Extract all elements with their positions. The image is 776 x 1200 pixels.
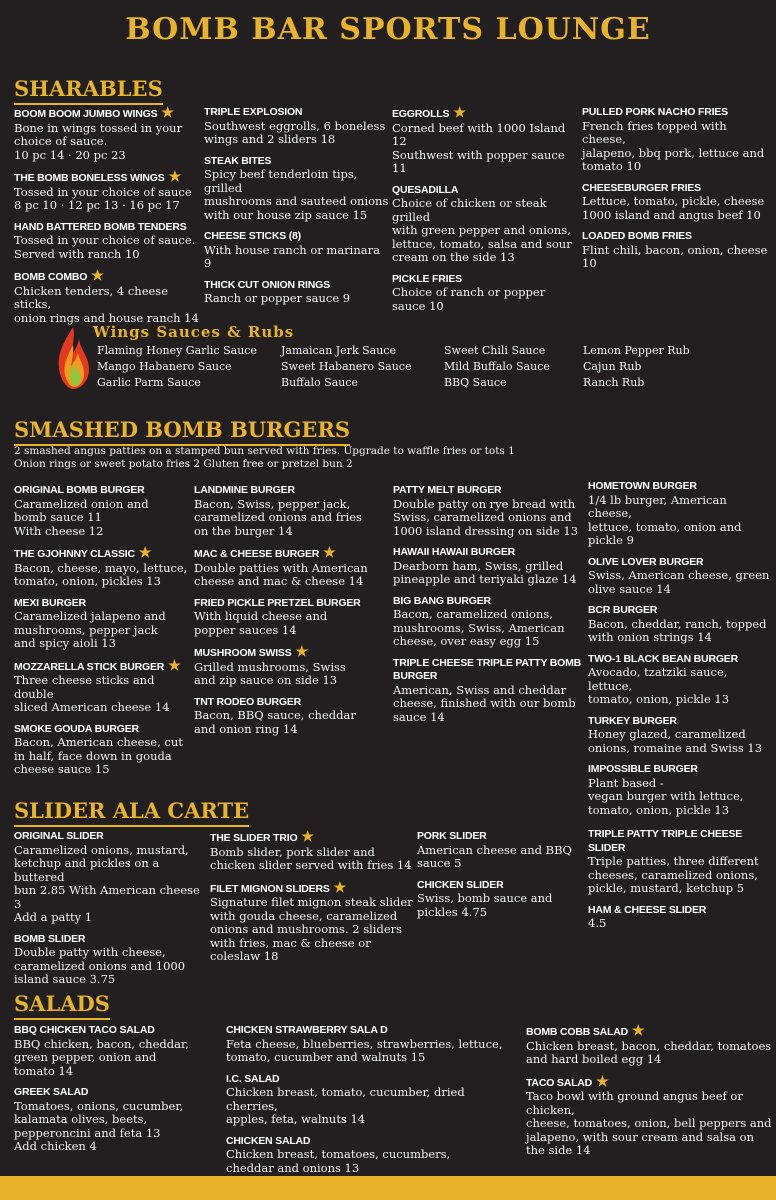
star-icon: ★ bbox=[453, 104, 466, 120]
menu-item-name-text: THE SLIDER TRIO bbox=[210, 832, 298, 844]
menu-item-description: Honey glazed, caramelized onions, romaine and Swiss 13 bbox=[588, 727, 763, 755]
menu-item bbox=[226, 1135, 516, 1176]
sauce-item: Mango Habanero Sauce bbox=[97, 360, 232, 373]
menu-item-description: Avocado, tzatziki sauce, lettuce, tomato, onion, pickle 13 bbox=[588, 665, 730, 706]
menu-item bbox=[582, 182, 772, 223]
menu-item bbox=[588, 763, 772, 817]
menu-item-description: Triple patties, three different cheeses, caramelized onions, pickle, mustard, ketchup 5 bbox=[588, 854, 759, 895]
menu-item-description: Tomatoes, onions, cucumber, kalamata olives, beets, pepperoncini and feta 13 Add chicken 4 bbox=[14, 1098, 184, 1153]
menu-item-name-text: TRIPLE PATTY TRIPLE CHEESE SLIDER bbox=[588, 828, 743, 854]
star-icon: ★ bbox=[333, 878, 347, 895]
menu-item bbox=[588, 480, 772, 548]
menu-item-name-text: CHEESE STICKS (8) bbox=[204, 230, 301, 242]
menu-item-description: With house ranch or marinara 9 bbox=[204, 242, 380, 270]
menu-item-name bbox=[194, 645, 388, 661]
menu-item-name bbox=[526, 1072, 772, 1091]
sharables-heading: SHARABLES bbox=[14, 76, 163, 105]
menu-item-description: Choice of ranch or popper sauce 10 bbox=[392, 285, 546, 313]
menu-item bbox=[14, 933, 206, 987]
menu-item-name bbox=[393, 484, 583, 498]
menu-item bbox=[588, 653, 772, 707]
menu-item-name-text: TNT RODEO BURGER bbox=[194, 695, 302, 708]
menu-item-description: Double patty on rye bread with Swiss, caramelized onions and 1000 island dressing on side 13 bbox=[393, 496, 579, 538]
menu-item-description: Caramelized onion and bomb sauce 11 With cheese 12 bbox=[14, 496, 149, 538]
menu-item-description: Flint chili, bacon, onion, cheese 10 bbox=[582, 242, 768, 270]
menu-item-name-text: CHICKEN SLIDER bbox=[417, 878, 504, 891]
menu-item-description: Grilled mushrooms, Swiss and zip sauce on side 13 bbox=[194, 659, 346, 687]
menu-item-description: Caramelized jalapeno and mushrooms, pepper jack and spicy aioli 13 bbox=[14, 609, 166, 650]
menu-item-name-text: ORIGINAL BOMB BURGER bbox=[14, 484, 145, 496]
menu-item-name bbox=[194, 546, 388, 562]
menu-item-name bbox=[588, 604, 772, 618]
menu-item bbox=[14, 170, 200, 213]
menu-item-name bbox=[582, 230, 772, 244]
menu-item-description: Corned beef with 1000 Island 12 Southwest with popper sauce 11 bbox=[392, 120, 566, 175]
menu-item bbox=[588, 556, 772, 597]
menu-item-name-text: FILET MIGNON SLIDERS bbox=[210, 882, 330, 895]
menu-item-name bbox=[204, 230, 390, 244]
star-icon: ★ bbox=[91, 267, 104, 283]
menu-item-name bbox=[588, 904, 772, 918]
menu-item-name-text: LOADED BOMB FRIES bbox=[582, 230, 692, 242]
menu-item bbox=[14, 484, 190, 538]
menu-item-description: Double patty with cheese, caramelized onions and 1000 island sauce 3.75 bbox=[14, 945, 186, 986]
sharables-column bbox=[392, 106, 580, 321]
menu-item-description: Southwest eggrolls, 6 boneless wings and 2 sliders 18 bbox=[204, 118, 386, 146]
menu-item-name-text: TACO SALAD bbox=[526, 1076, 593, 1089]
menu-item bbox=[393, 484, 583, 538]
menu-item bbox=[526, 1024, 772, 1067]
star-icon: ★ bbox=[596, 1072, 609, 1089]
menu-item-description: Chicken breast, bacon, cheddar, tomatoes and hard boiled egg 14 bbox=[526, 1038, 772, 1066]
menu-item-description: Bacon, caramelized onions, mushrooms, Swiss, American cheese, over easy egg 15 bbox=[393, 607, 565, 648]
menu-item-description: Double patties with American cheese and mac & cheese 14 bbox=[194, 560, 368, 588]
menu-item-description: Bacon, cheddar, ranch, topped with onion strings 14 bbox=[588, 616, 767, 644]
sauce-column bbox=[281, 343, 411, 391]
menu-item bbox=[14, 546, 190, 589]
burgers-column bbox=[14, 484, 190, 785]
menu-item-description: With liquid cheese and popper sauces 14 bbox=[194, 609, 328, 637]
menu-item-name bbox=[14, 106, 200, 122]
menu-item-description: Taco bowl with ground angus beef or chicken, cheese, tomatoes, onion, bell peppers and jalapeno, with sour cream and salsa on the side 14 bbox=[526, 1089, 772, 1157]
menu-item bbox=[14, 1024, 220, 1078]
menu-item-description: Swiss, bomb sauce and pickles 4.75 bbox=[417, 891, 553, 919]
menu-item bbox=[393, 546, 583, 587]
sauce-item: Buffalo Sauce bbox=[281, 376, 359, 389]
salads-column bbox=[226, 1024, 516, 1183]
menu-item-name-text: SMOKE GOUDA BURGER bbox=[14, 722, 139, 735]
menu-item bbox=[210, 878, 414, 964]
menu-item-description: Chicken breast, tomato, cucumber, dried cherries, apples, feta, walnuts 14 bbox=[226, 1085, 465, 1126]
menu-item bbox=[582, 106, 772, 174]
menu-item-description: Bacon, BBQ sauce, cheddar and onion ring 14 bbox=[194, 708, 356, 736]
menu-item-name bbox=[392, 184, 580, 198]
menu-item-description: Lettuce, tomato, pickle, cheese 1000 island and angus beef 10 bbox=[582, 194, 765, 222]
salads-column bbox=[526, 1024, 772, 1166]
menu-item bbox=[14, 221, 200, 262]
menu-item-name bbox=[14, 269, 200, 285]
menu-item-name-text: IMPOSSIBLE BURGER bbox=[588, 763, 698, 775]
menu-item bbox=[194, 696, 388, 737]
sauce-item: Cajun Rub bbox=[583, 360, 642, 373]
menu-item bbox=[417, 830, 583, 871]
menu-item-name bbox=[14, 723, 190, 737]
flame-icon bbox=[55, 325, 91, 391]
menu-item bbox=[393, 657, 583, 725]
menu-item-name bbox=[588, 828, 772, 855]
menu-item-name-text: BOMB SLIDER bbox=[14, 932, 86, 945]
menu-item-description: Swiss, American cheese, green olive sauce 14 bbox=[588, 568, 770, 596]
footer-bar bbox=[0, 1176, 776, 1200]
menu-item-name bbox=[582, 106, 772, 120]
menu-item-name-text: TURKEY BURGER bbox=[588, 714, 677, 727]
menu-item-name-text: TRIPLE CHEESE TRIPLE PATTY BOMB BURGER bbox=[393, 656, 582, 682]
menu-item-name bbox=[204, 155, 390, 169]
sauce-item: Garlic Parm Sauce bbox=[97, 376, 201, 389]
sauce-item: Jamaican Jerk Sauce bbox=[281, 344, 396, 357]
menu-item-name-text: STEAK BITES bbox=[204, 154, 272, 167]
menu-item bbox=[588, 828, 772, 896]
salads-heading: SALADS bbox=[14, 991, 110, 1020]
menu-item-name bbox=[204, 106, 390, 120]
menu-item-name bbox=[417, 830, 583, 844]
menu-item-name bbox=[226, 1135, 516, 1149]
menu-item bbox=[226, 1024, 516, 1065]
menu-item-name-text: FRIED PICKLE PRETZEL BURGER bbox=[194, 596, 361, 609]
menu-item-name bbox=[392, 106, 580, 122]
menu-item-description: Caramelized onions, mustard, ketchup and pickles on a buttered bun 2.85 With American cheese 3 Add a patty 1 bbox=[14, 842, 200, 924]
burgers-heading: SMASHED BOMB BURGERS bbox=[14, 417, 350, 446]
burgers-column bbox=[588, 480, 772, 825]
menu-item-name bbox=[588, 763, 772, 777]
menu-item-name-text: CHICKEN SALAD bbox=[226, 1134, 311, 1147]
menu-item-name bbox=[393, 546, 583, 560]
menu-item-name bbox=[14, 933, 206, 947]
menu-item-name bbox=[393, 657, 583, 684]
menu-item-name-text: I.C. SALAD bbox=[226, 1072, 280, 1085]
menu-item-description: Chicken tenders, 4 cheese sticks, onion rings and house ranch 14 bbox=[14, 283, 199, 325]
menu-item bbox=[588, 715, 772, 756]
menu-item-name bbox=[393, 595, 583, 609]
menu-item-description: Tossed in your choice of sauce 8 pc 10 · 12 pc 13 · 16 pc 17 bbox=[14, 184, 192, 212]
sauce-item: Lemon Pepper Rub bbox=[583, 344, 690, 357]
menu-item-name-text: ORIGINAL SLIDER bbox=[14, 830, 104, 842]
menu-item bbox=[194, 645, 388, 688]
menu-item-name bbox=[194, 484, 388, 498]
menu-item-name-text: PULLED PORK NACHO FRIES bbox=[582, 106, 728, 118]
menu-item bbox=[392, 273, 580, 314]
menu-item-name-text: HAND BATTERED BOMB TENDERS bbox=[14, 220, 187, 233]
menu-item-name-text: THE GJOHNNY CLASSIC bbox=[14, 548, 135, 560]
menu-item-name bbox=[526, 1024, 772, 1040]
menu-item-name bbox=[14, 170, 200, 186]
menu-item-name bbox=[210, 830, 414, 846]
menu-item-name bbox=[588, 715, 772, 729]
menu-item-name-text: MEXI BURGER bbox=[14, 596, 86, 609]
menu-item-name bbox=[14, 1024, 220, 1038]
menu-item bbox=[526, 1072, 772, 1158]
menu-item-name-text: OLIVE LOVER BURGER bbox=[588, 555, 704, 568]
sauce-item: Sweet Habanero Sauce bbox=[281, 360, 412, 373]
star-icon: ★ bbox=[168, 656, 181, 673]
menu-item-name-text: PICKLE FRIES bbox=[392, 272, 462, 285]
menu-item-name bbox=[14, 597, 190, 611]
menu-item bbox=[417, 879, 583, 920]
star-icon: ★ bbox=[168, 168, 181, 184]
menu-item-description: Signature filet mignon steak slider with gouda cheese, caramelized onions and mushrooms. 2 sliders with fries, mac & cheese or coleslaw 18 bbox=[210, 895, 413, 963]
menu-item bbox=[204, 230, 390, 271]
menu-item-name bbox=[14, 484, 190, 498]
menu-item-name bbox=[392, 273, 580, 287]
menu-item-description: Chicken breast, tomatoes, cucumbers, cheddar and onions 13 bbox=[226, 1147, 451, 1175]
menu-item-name-text: HOMETOWN BURGER bbox=[588, 480, 697, 492]
menu-item bbox=[582, 230, 772, 271]
menu-item-name bbox=[14, 656, 190, 675]
menu-item-name-text: LANDMINE BURGER bbox=[194, 484, 295, 496]
salads-column bbox=[14, 1024, 220, 1162]
menu-item-name-text: PATTY MELT BURGER bbox=[393, 484, 502, 496]
menu-item-name bbox=[210, 878, 414, 897]
menu-item bbox=[226, 1073, 516, 1127]
menu-item-name-text: MUSHROOM SWISS bbox=[194, 647, 292, 659]
menu-item-description: Feta cheese, blueberries, strawberries, lettuce, tomato, cucumber and walnuts 15 bbox=[226, 1036, 503, 1064]
menu-item-description: Bone in wings tossed in your choice of sauce. 10 pc 14 · 20 pc 23 bbox=[14, 120, 183, 162]
star-icon: ★ bbox=[632, 1022, 645, 1038]
star-icon: ★ bbox=[138, 544, 152, 560]
menu-item bbox=[204, 155, 390, 223]
menu-item-name-text: GREEK SALAD bbox=[14, 1086, 89, 1098]
sliders-column bbox=[417, 830, 583, 927]
menu-item bbox=[194, 597, 388, 638]
menu-item-name-text: BIG BANG BURGER bbox=[393, 594, 491, 607]
menu-item-name bbox=[417, 879, 583, 893]
sauce-column bbox=[444, 343, 550, 391]
sauce-item: Sweet Chili Sauce bbox=[444, 344, 546, 357]
menu-item-description: Bomb slider, pork slider and chicken slider served with fries 14 bbox=[210, 844, 412, 872]
sliders-column bbox=[210, 830, 414, 972]
menu-item-name-text: QUESADILLA bbox=[392, 183, 459, 196]
menu-item-name-text: BBQ CHICKEN TACO SALAD bbox=[14, 1024, 155, 1036]
menu-item bbox=[393, 595, 583, 649]
menu-item-description: Ranch or popper sauce 9 bbox=[204, 291, 351, 305]
menu-item-name-text: BOMB COBB SALAD bbox=[526, 1026, 628, 1038]
sauce-item: Ranch Rub bbox=[583, 376, 645, 389]
menu-item-description: 1/4 lb burger, American cheese, lettuce, tomato, onion and pickle 9 bbox=[588, 492, 742, 547]
burgers-column bbox=[393, 484, 583, 732]
menu-item-name bbox=[14, 1086, 220, 1100]
menu-item-name-text: BCR BURGER bbox=[588, 604, 658, 616]
menu-item-description: Bacon, American cheese, cut in half, face down in gouda cheese sauce 15 bbox=[14, 735, 183, 776]
burgers-intro: 2 smashed angus patties on a stamped bun served with fries. Upgrade to waffle fries or tots 1 Onion rings or sweet potato fries 2 Gluten free or pretzel bun 2 bbox=[14, 445, 515, 470]
menu-item-name bbox=[14, 830, 206, 844]
star-icon: ★ bbox=[301, 828, 314, 844]
menu-item-name bbox=[204, 279, 390, 293]
star-icon: ★ bbox=[161, 104, 174, 120]
menu-item-name bbox=[588, 556, 772, 570]
sauce-column bbox=[97, 343, 257, 391]
menu-item bbox=[14, 597, 190, 651]
menu-item-description: Choice of chicken or steak grilled with green pepper and onions, lettuce, tomato, salsa and sour cream on the side 13 bbox=[392, 196, 572, 264]
menu-item bbox=[14, 723, 190, 777]
menu-item bbox=[588, 904, 772, 931]
menu-item-name-text: EGGROLLS bbox=[392, 108, 450, 120]
sliders-heading: SLIDER ALA CARTE bbox=[14, 798, 249, 827]
menu-item bbox=[588, 604, 772, 645]
sauce-item: Mild Buffalo Sauce bbox=[444, 360, 550, 373]
menu-item bbox=[14, 656, 190, 715]
menu-item-description: French fries topped with cheese, jalapeno, bbq pork, lettuce and tomato 10 bbox=[582, 118, 765, 173]
sliders-column bbox=[14, 830, 206, 995]
menu-item-name-text: THICK CUT ONION RINGS bbox=[204, 278, 330, 291]
menu-item-description: 4.5 bbox=[588, 916, 607, 930]
star-icon: ★ bbox=[295, 643, 308, 659]
menu-item-description: American cheese and BBQ sauce 5 bbox=[417, 842, 572, 870]
menu-item-name bbox=[588, 480, 772, 494]
menu-item-name-text: TWO-1 BLACK BEAN BURGER bbox=[588, 652, 738, 665]
menu-item-description: American, Swiss and cheddar cheese, finished with our bomb sauce 14 bbox=[393, 682, 576, 724]
menu-item-description: Bacon, cheese, mayo, lettuce, tomato, onion, pickles 13 bbox=[14, 560, 188, 588]
menu-item bbox=[392, 184, 580, 265]
menu-item bbox=[204, 279, 390, 306]
menu-item-name bbox=[226, 1024, 516, 1038]
menu-item bbox=[14, 830, 206, 925]
menu-item-name-text: TRIPLE EXPLOSION bbox=[204, 106, 303, 118]
menu-item-name-text: CHEESEBURGER FRIES bbox=[582, 181, 701, 194]
sharables-column bbox=[14, 106, 200, 333]
menu-item bbox=[194, 484, 388, 538]
menu-item-name-text: CHICKEN STRAWBERRY SALA D bbox=[226, 1024, 388, 1036]
menu-item-name-text: MAC & CHEESE BURGER bbox=[194, 548, 320, 560]
menu-item-description: BBQ chicken, bacon, cheddar, green pepper, onion and tomato 14 bbox=[14, 1036, 189, 1078]
menu-item-name bbox=[588, 653, 772, 667]
sauce-column bbox=[583, 343, 690, 391]
menu-item-description: Tossed in your choice of sauce. Served with ranch 10 bbox=[14, 233, 196, 261]
menu-item bbox=[392, 106, 580, 176]
menu-item-name-text: PORK SLIDER bbox=[417, 830, 487, 842]
menu-item bbox=[204, 106, 390, 147]
menu-item-description: Three cheese sticks and double sliced American cheese 14 bbox=[14, 673, 170, 714]
burgers-column bbox=[194, 484, 388, 744]
menu-item-name-text: HAM & CHEESE SLIDER bbox=[588, 903, 707, 916]
menu-item-name bbox=[226, 1073, 516, 1087]
menu-item-description: Dearborn ham, Swiss, grilled pineapple and teriyaki glaze 14 bbox=[393, 558, 577, 586]
sliders-column bbox=[588, 828, 772, 939]
sauce-item: Flaming Honey Garlic Sauce bbox=[97, 344, 257, 357]
page-title: BOMB BAR SPORTS LOUNGE bbox=[125, 12, 651, 47]
sharables-column bbox=[204, 106, 390, 314]
menu-item-name-text: THE BOMB BONELESS WINGS bbox=[14, 172, 165, 184]
menu-item-name-text: HAWAII HAWAII BURGER bbox=[393, 546, 516, 558]
sauce-item: BBQ Sauce bbox=[444, 376, 507, 389]
menu-item-name-text: BOOM BOOM JUMBO WINGS bbox=[14, 108, 158, 120]
menu-item-name bbox=[194, 696, 388, 710]
menu-item-name bbox=[582, 182, 772, 196]
menu-item bbox=[210, 830, 414, 873]
menu-item-description: Spicy beef tenderloin tips, grilled mushrooms and sauteed onions with our house zip sauce 15 bbox=[204, 167, 389, 222]
menu-item-description: Bacon, Swiss, pepper jack, caramelized onions and fries on the burger 14 bbox=[194, 496, 362, 538]
menu-item-description: Plant based - vegan burger with lettuce, tomato, onion, pickle 13 bbox=[588, 775, 744, 817]
menu-item-name bbox=[14, 221, 200, 235]
sharables-column bbox=[582, 106, 772, 279]
menu-item bbox=[14, 269, 200, 325]
star-icon: ★ bbox=[323, 544, 336, 560]
menu-item bbox=[194, 546, 388, 589]
menu-item-name bbox=[194, 597, 388, 611]
menu-item-name-text: MOZZARELLA STICK BURGER bbox=[14, 660, 165, 673]
menu-item-name bbox=[14, 546, 190, 562]
menu-item-name-text: BOMB COMBO bbox=[14, 271, 88, 283]
menu-item bbox=[14, 106, 200, 162]
menu-item bbox=[14, 1086, 220, 1154]
wings-sauces-heading: Wings Sauces & Rubs bbox=[93, 323, 295, 341]
